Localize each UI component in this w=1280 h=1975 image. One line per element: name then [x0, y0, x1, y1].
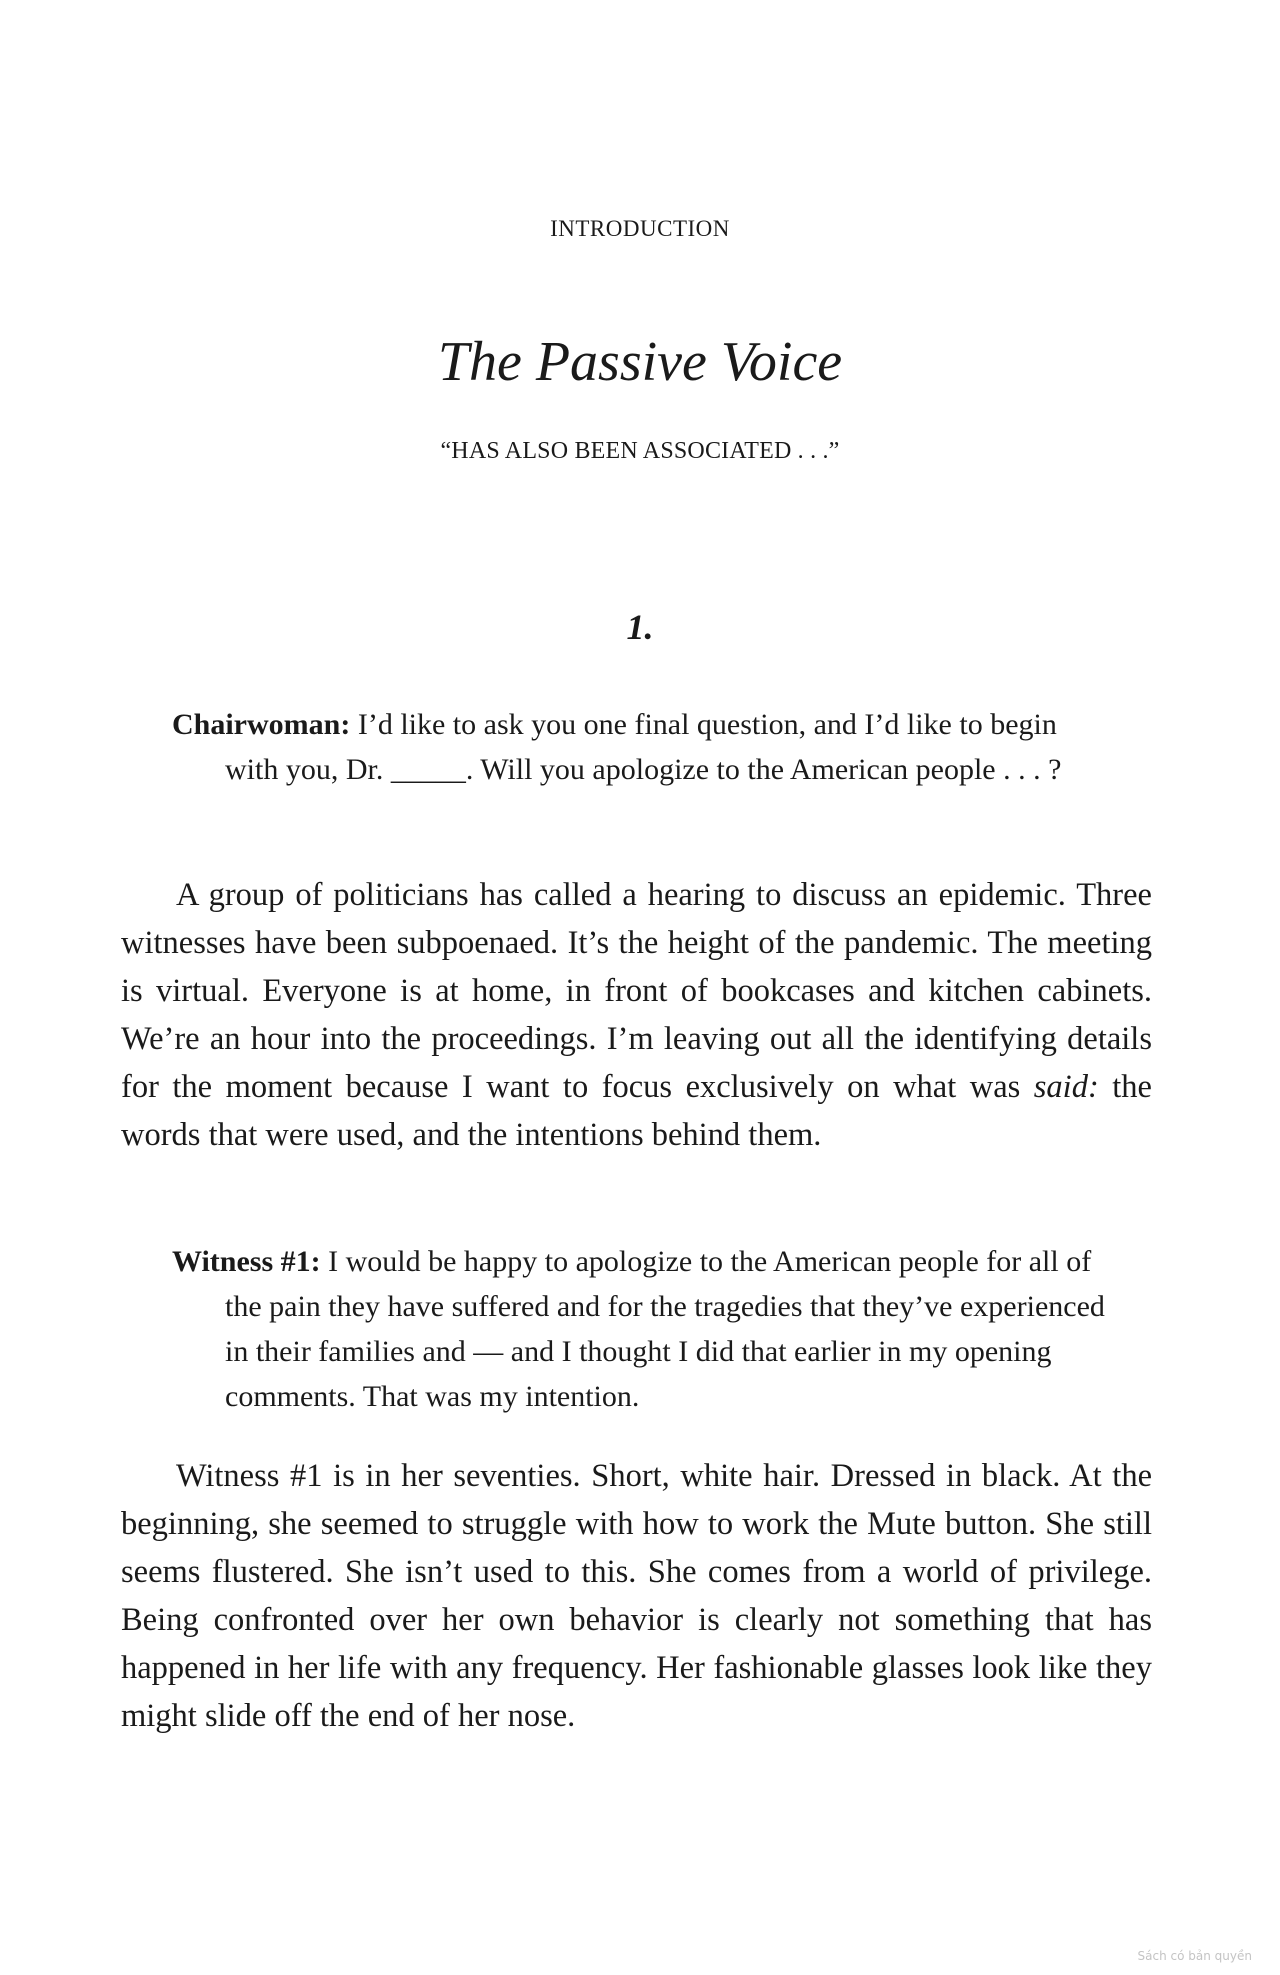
- dialogue-quote-witness-1: [172, 1239, 1112, 1419]
- chapter-title: The Passive Voice: [437, 331, 843, 393]
- paragraph-text: the words that were used, and the intentions behind them.: [121, 1069, 1152, 1153]
- body-paragraph-1: [121, 871, 1152, 1159]
- chapter-subtitle: “HAS ALSO BEEN ASSOCIATED . . .”: [440, 438, 840, 464]
- copyright-watermark: Sách có bản quyền: [1137, 1949, 1252, 1963]
- dialogue-quote-chairwoman: [172, 702, 1112, 792]
- speaker-label: Chairwoman:: [172, 708, 351, 741]
- quote-text: I would be happy to apologize to the American people for all of the pain they have suffered and for the tragedies that they’ve experienced in their families and — and I thought I did that earlier in my opening comments. That was my intention.: [225, 1245, 1105, 1413]
- body-paragraph-2: Witness #1 is in her seventies. Short, white hair. Dressed in black. At the beginning, she seemed to struggle with how to work the Mute button. She still seems flustered. She isn’t used to this. She comes from a world of privilege. Being confronted over her own behavior is clearly not something that has happened in her life with any frequency. Her fashionable glasses look like they might slide off the end of her nose.: [121, 1458, 1152, 1734]
- speaker-label: Witness #1:: [172, 1245, 321, 1278]
- quote-text: I’d like to ask you one final question, and I’d like to begin with you, Dr. _____. Will you apologize to the American people . . . ?: [225, 708, 1062, 786]
- paragraph-text: A group of politicians has called a hearing to discuss an epidemic. Three witnesses have been subpoenaed. It’s the height of the pandemic. The meeting is virtual. Everyone is at home, in front of bookcases and kitchen cabinets. We’re an hour into the proceedings. I’m leaving out all the identifying details for the moment because I want to focus exclusively on what was: [121, 877, 1152, 1105]
- section-number: 1.: [626, 607, 654, 647]
- emphasis-text: said:: [1033, 1069, 1099, 1105]
- section-label: INTRODUCTION: [550, 216, 730, 241]
